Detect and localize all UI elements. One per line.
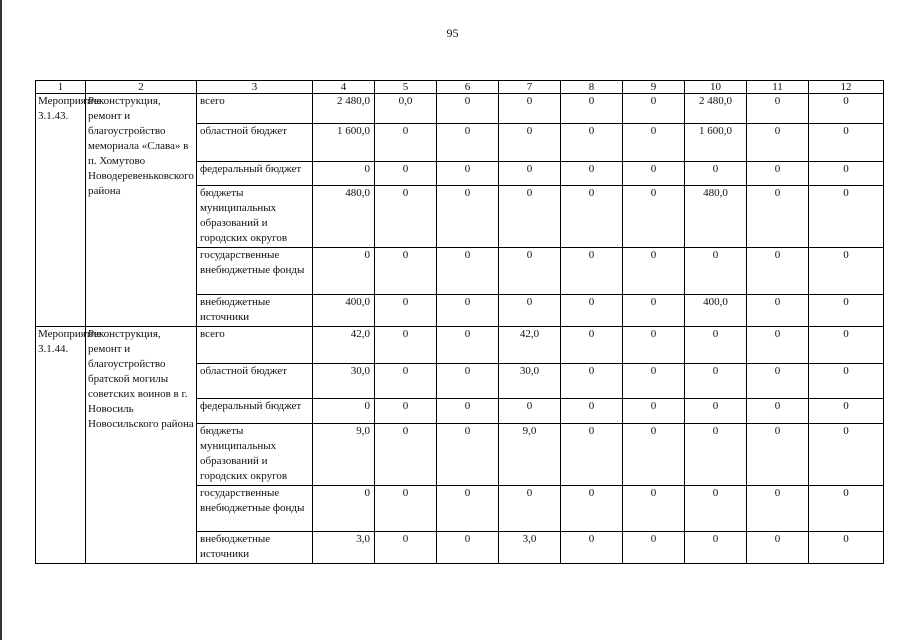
value-cell-col-10: 1 600,0 xyxy=(685,124,747,162)
value-cell-col-5: 0 xyxy=(375,162,437,186)
value-cell-col-6: 0 xyxy=(437,486,499,532)
value-cell-col-5: 0 xyxy=(375,124,437,162)
value-cell-col-5: 0 xyxy=(375,532,437,564)
value-cell-col-9: 0 xyxy=(623,124,685,162)
value-cell-col-7: 0 xyxy=(499,186,561,248)
value-cell-col-9: 0 xyxy=(623,327,685,364)
value-cell-col-11: 0 xyxy=(747,399,809,424)
value-cell-col-9: 0 xyxy=(623,364,685,399)
value-cell-col-12: 0 xyxy=(809,248,884,295)
table-row xyxy=(36,327,884,364)
value-cell-col-7: 0 xyxy=(499,124,561,162)
col-header-2: 2 xyxy=(86,81,197,94)
col-header-11: 11 xyxy=(747,81,809,94)
value-cell-col-10: 480,0 xyxy=(685,186,747,248)
value-cell-col-9: 0 xyxy=(623,532,685,564)
value-cell-col-10: 0 xyxy=(685,248,747,295)
value-cell-col-10: 0 xyxy=(685,424,747,486)
col-header-3: 3 xyxy=(197,81,313,94)
value-cell-col-10: 0 xyxy=(685,532,747,564)
value-cell-col-6: 0 xyxy=(437,364,499,399)
value-cell-col-7: 9,0 xyxy=(499,424,561,486)
funding-source-total: всего xyxy=(197,94,313,124)
value-cell-col-10: 0 xyxy=(685,486,747,532)
value-cell-col-11: 0 xyxy=(747,424,809,486)
value-cell-col-4: 9,0 xyxy=(313,424,375,486)
value-cell-col-8: 0 xyxy=(561,399,623,424)
value-cell-col-9: 0 xyxy=(623,399,685,424)
col-header-9: 9 xyxy=(623,81,685,94)
table-row xyxy=(36,94,884,124)
value-cell-col-9: 0 xyxy=(623,186,685,248)
measure-id: Мероприятие 3.1.43. xyxy=(36,94,86,327)
value-cell-col-6: 0 xyxy=(437,295,499,327)
value-cell-col-6: 0 xyxy=(437,124,499,162)
value-cell-col-6: 0 xyxy=(437,532,499,564)
budget-table xyxy=(35,80,884,564)
value-cell-col-8: 0 xyxy=(561,364,623,399)
page-left-edge xyxy=(0,0,2,640)
budget-table-body xyxy=(36,94,884,564)
value-cell-col-12: 0 xyxy=(809,424,884,486)
value-cell-col-6: 0 xyxy=(437,327,499,364)
funding-source-regional-budget: областной бюджет xyxy=(197,364,313,399)
value-cell-col-6: 0 xyxy=(437,162,499,186)
value-cell-col-9: 0 xyxy=(623,94,685,124)
value-cell-col-4: 42,0 xyxy=(313,327,375,364)
value-cell-col-5: 0 xyxy=(375,186,437,248)
value-cell-col-9: 0 xyxy=(623,248,685,295)
col-header-12: 12 xyxy=(809,81,884,94)
value-cell-col-11: 0 xyxy=(747,486,809,532)
value-cell-col-8: 0 xyxy=(561,327,623,364)
value-cell-col-7: 0 xyxy=(499,162,561,186)
col-header-1: 1 xyxy=(36,81,86,94)
value-cell-col-12: 0 xyxy=(809,186,884,248)
value-cell-col-11: 0 xyxy=(747,248,809,295)
value-cell-col-7: 30,0 xyxy=(499,364,561,399)
value-cell-col-6: 0 xyxy=(437,248,499,295)
value-cell-col-7: 0 xyxy=(499,399,561,424)
funding-source-state-offbudget-funds: государственные внебюджетные фонды xyxy=(197,248,313,295)
value-cell-col-11: 0 xyxy=(747,327,809,364)
value-cell-col-5: 0 xyxy=(375,327,437,364)
value-cell-col-6: 0 xyxy=(437,186,499,248)
value-cell-col-9: 0 xyxy=(623,424,685,486)
value-cell-col-12: 0 xyxy=(809,295,884,327)
value-cell-col-4: 0 xyxy=(313,248,375,295)
value-cell-col-11: 0 xyxy=(747,124,809,162)
value-cell-col-10: 0 xyxy=(685,162,747,186)
value-cell-col-4: 1 600,0 xyxy=(313,124,375,162)
value-cell-col-10: 0 xyxy=(685,399,747,424)
value-cell-col-12: 0 xyxy=(809,399,884,424)
value-cell-col-12: 0 xyxy=(809,162,884,186)
value-cell-col-9: 0 xyxy=(623,295,685,327)
value-cell-col-11: 0 xyxy=(747,94,809,124)
value-cell-col-12: 0 xyxy=(809,486,884,532)
value-cell-col-5: 0 xyxy=(375,399,437,424)
funding-source-federal-budget: федеральный бюджет xyxy=(197,162,313,186)
value-cell-col-7: 0 xyxy=(499,486,561,532)
value-cell-col-4: 30,0 xyxy=(313,364,375,399)
value-cell-col-4: 0 xyxy=(313,162,375,186)
funding-source-state-offbudget-funds: государственные внебюджетные фонды xyxy=(197,486,313,532)
value-cell-col-11: 0 xyxy=(747,186,809,248)
funding-source-regional-budget: областной бюджет xyxy=(197,124,313,162)
value-cell-col-4: 0 xyxy=(313,399,375,424)
value-cell-col-8: 0 xyxy=(561,424,623,486)
value-cell-col-8: 0 xyxy=(561,248,623,295)
value-cell-col-8: 0 xyxy=(561,124,623,162)
value-cell-col-4: 400,0 xyxy=(313,295,375,327)
value-cell-col-7: 3,0 xyxy=(499,532,561,564)
value-cell-col-4: 0 xyxy=(313,486,375,532)
value-cell-col-7: 42,0 xyxy=(499,327,561,364)
value-cell-col-11: 0 xyxy=(747,162,809,186)
funding-source-offbudget-sources: внебюджетные источники xyxy=(197,295,313,327)
page-number: 95 xyxy=(446,26,459,40)
col-header-4: 4 xyxy=(313,81,375,94)
value-cell-col-8: 0 xyxy=(561,186,623,248)
value-cell-col-6: 0 xyxy=(437,94,499,124)
funding-source-federal-budget: федеральный бюджет xyxy=(197,399,313,424)
value-cell-col-6: 0 xyxy=(437,424,499,486)
value-cell-col-11: 0 xyxy=(747,532,809,564)
value-cell-col-12: 0 xyxy=(809,124,884,162)
funding-source-municipal-budgets: бюджеты муниципальных образований и городских округов xyxy=(197,424,313,486)
value-cell-col-12: 0 xyxy=(809,94,884,124)
value-cell-col-8: 0 xyxy=(561,532,623,564)
col-header-6: 6 xyxy=(437,81,499,94)
value-cell-col-12: 0 xyxy=(809,327,884,364)
value-cell-col-9: 0 xyxy=(623,162,685,186)
measure-id: Мероприятие 3.1.44. xyxy=(36,327,86,564)
value-cell-col-7: 0 xyxy=(499,248,561,295)
value-cell-col-8: 0 xyxy=(561,162,623,186)
value-cell-col-4: 2 480,0 xyxy=(313,94,375,124)
value-cell-col-5: 0 xyxy=(375,364,437,399)
funding-source-total: всего xyxy=(197,327,313,364)
value-cell-col-10: 2 480,0 xyxy=(685,94,747,124)
value-cell-col-4: 3,0 xyxy=(313,532,375,564)
header-row xyxy=(36,81,884,94)
col-header-7: 7 xyxy=(499,81,561,94)
col-header-5: 5 xyxy=(375,81,437,94)
funding-source-offbudget-sources: внебюджетные источники xyxy=(197,532,313,564)
value-cell-col-5: 0 xyxy=(375,486,437,532)
value-cell-col-6: 0 xyxy=(437,399,499,424)
value-cell-col-12: 0 xyxy=(809,532,884,564)
value-cell-col-5: 0 xyxy=(375,424,437,486)
measure-name: Реконструкция, ремонт и благоустройство мемориала «Слава» в п. Хомутово Новодеревеньковского района xyxy=(86,94,197,327)
col-header-8: 8 xyxy=(561,81,623,94)
value-cell-col-11: 0 xyxy=(747,295,809,327)
measure-name: Реконструкция, ремонт и благоустройство братской могилы советских воинов в г. Новосиль Новосильского района xyxy=(86,327,197,564)
value-cell-col-11: 0 xyxy=(747,364,809,399)
value-cell-col-8: 0 xyxy=(561,486,623,532)
value-cell-col-4: 480,0 xyxy=(313,186,375,248)
value-cell-col-5: 0,0 xyxy=(375,94,437,124)
value-cell-col-12: 0 xyxy=(809,364,884,399)
value-cell-col-10: 0 xyxy=(685,364,747,399)
value-cell-col-7: 0 xyxy=(499,295,561,327)
value-cell-col-5: 0 xyxy=(375,295,437,327)
value-cell-col-7: 0 xyxy=(499,94,561,124)
funding-source-municipal-budgets: бюджеты муниципальных образований и городских округов xyxy=(197,186,313,248)
value-cell-col-8: 0 xyxy=(561,295,623,327)
col-header-10: 10 xyxy=(685,81,747,94)
value-cell-col-10: 0 xyxy=(685,327,747,364)
value-cell-col-9: 0 xyxy=(623,486,685,532)
value-cell-col-8: 0 xyxy=(561,94,623,124)
value-cell-col-5: 0 xyxy=(375,248,437,295)
value-cell-col-10: 400,0 xyxy=(685,295,747,327)
